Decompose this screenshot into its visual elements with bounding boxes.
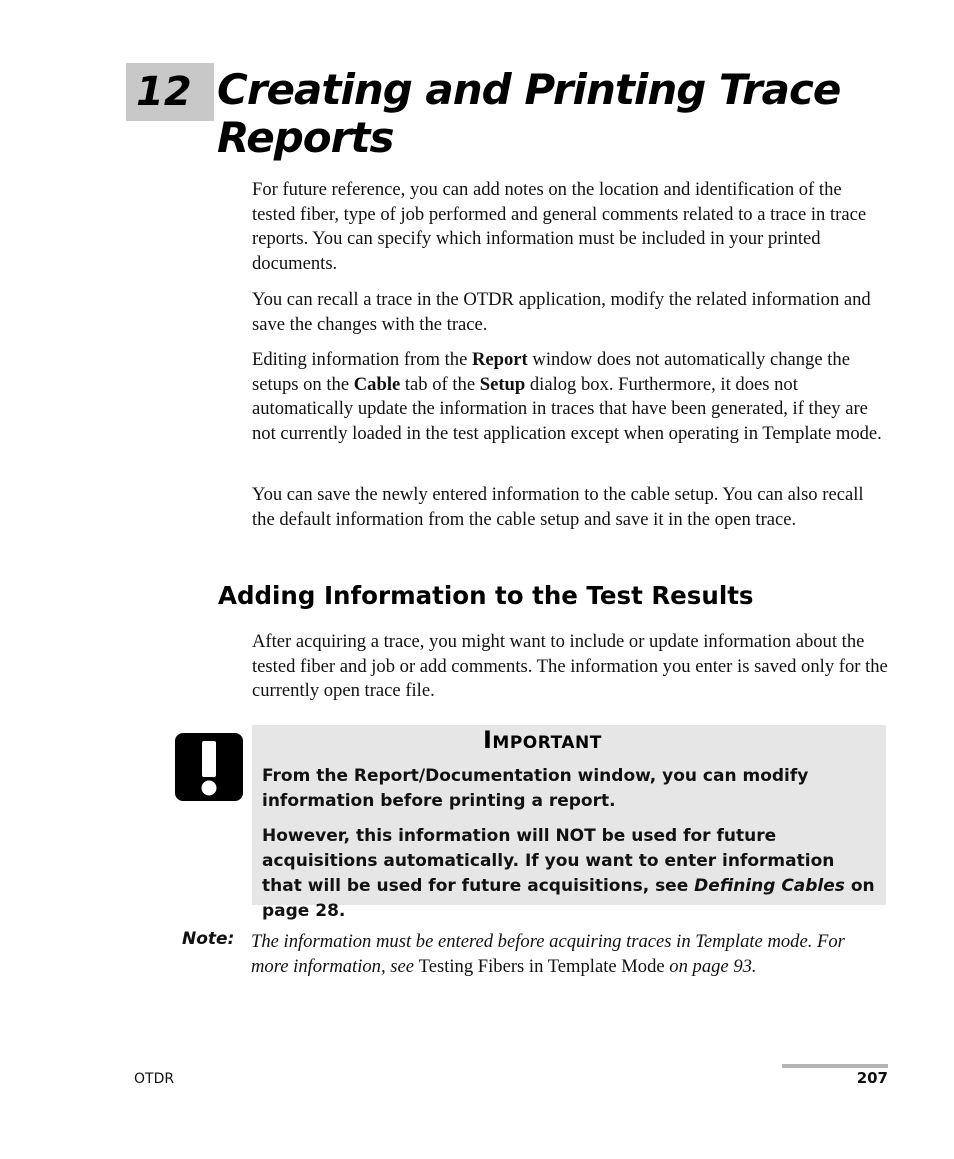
important-paragraph-2 — [262, 824, 878, 924]
chapter-number: 12 — [126, 63, 214, 121]
cross-reference: Testing Fibers in Template Mode — [418, 956, 665, 977]
important-paragraph-1: From the Report/Documentation window, you can modify information before printing a report. — [262, 766, 809, 811]
setup-dialog-term: Setup — [479, 373, 526, 395]
text-run: window does not automatically change the setups on the — [252, 349, 850, 395]
section-paragraph: After acquiring a trace, you might want to include or update information about the tested fiber and job or add comments. The information you enter is saved only for the currently open trace file. — [252, 631, 888, 702]
exclamation-icon — [175, 733, 243, 801]
text-run: tab of the — [400, 373, 480, 395]
footer-product: OTDR — [134, 1071, 175, 1087]
text-run: on page 28. — [262, 876, 875, 921]
intro-paragraph-3 — [252, 348, 888, 447]
note-label: Note: — [182, 929, 235, 949]
cross-reference: Defining Cables — [694, 876, 845, 896]
intro-paragraph-4: You can save the newly entered information to the cable setup. You can also recall the default information from the cable setup and save it in the open trace. — [252, 484, 864, 530]
text-run: on page 93. — [664, 956, 757, 977]
page-number: 207 — [856, 1069, 888, 1087]
intro-paragraph-2: You can recall a trace in the OTDR application, modify the related information and save the changes with the trace. — [252, 289, 871, 335]
report-window-term: Report — [471, 349, 528, 370]
intro-paragraph-1: For future reference, you can add notes on the location and identification of the tested fiber, type of job performed and general comments related to a trace in trace reports. You can specify which information must be included in your printed documents. — [252, 179, 867, 275]
chapter-title: Creating and Printing Trace Reports — [217, 65, 841, 162]
text-run: Editing information from the — [252, 349, 472, 370]
text-run: However, this information will NOT be used for future acquisitions automatically. If you want to enter information that will be used for future acquisitions, see — [262, 826, 835, 896]
section-heading: Adding Information to the Test Results — [218, 581, 754, 610]
cable-tab-term: Cable — [353, 373, 401, 395]
footer-rule — [782, 1064, 888, 1068]
important-title: Important — [483, 726, 602, 754]
text-run: dialog box. Furthermore, it does not automatically update the information in traces that have been generated, if they are not currently loaded in the test application except when operating in Template mode. — [252, 373, 882, 445]
text-run: The information must be entered before acquiring traces in Template mode. For more information, see — [251, 931, 845, 977]
note-text — [251, 929, 871, 979]
